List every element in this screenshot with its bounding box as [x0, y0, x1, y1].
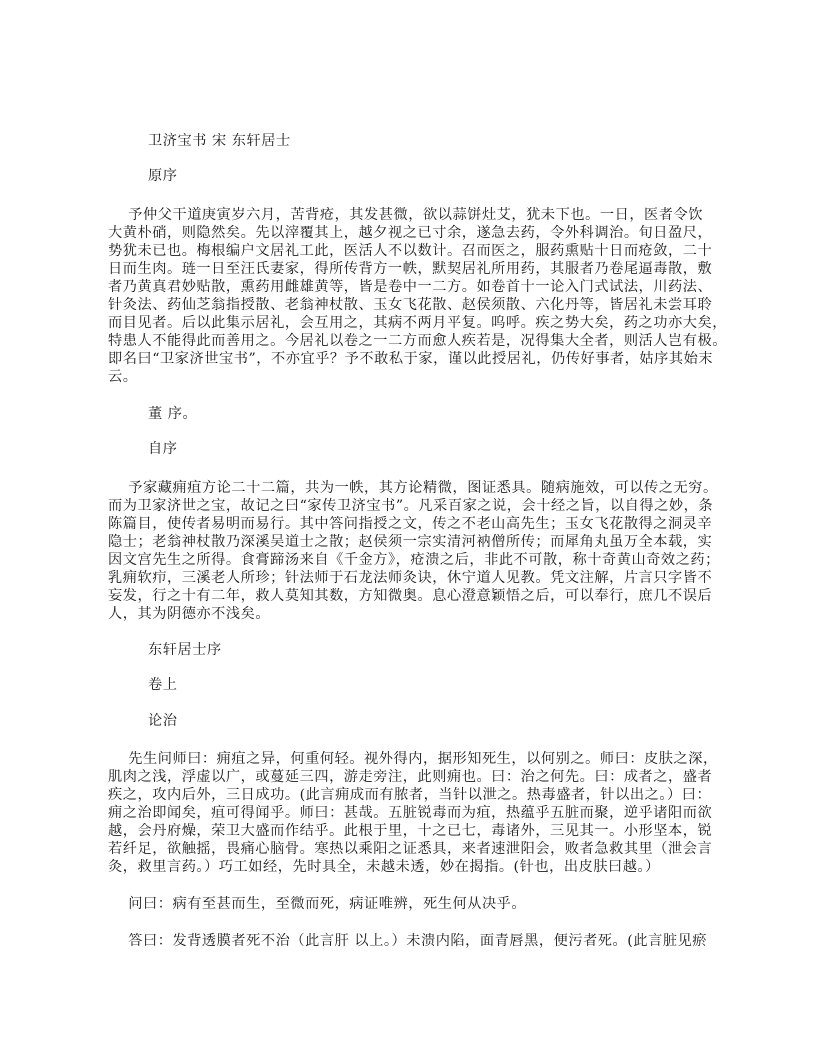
- discussion-line: 疾之，攻内后外，三日成功。(此言痈成而有脓者，当针以泄之。热毒盛者，针以出之。）曰：: [108, 787, 712, 803]
- self-preface-line: 予家藏痈疽方论二十二篇，共为一帙，其方论精微，图证悉具。随病施效，可以传之无穷。: [108, 480, 718, 496]
- self-preface-line: 人，其为阴德亦不浅矣。: [108, 606, 271, 622]
- section-heading: 论治: [148, 713, 178, 729]
- original-preface-line: 者乃黄真君妙贴散，熏药用雌雄黄等，皆是卷中一二方。如卷首十一论入门式试法，川药法、: [108, 279, 713, 295]
- original-preface-line: 予仲父干道庚寅岁六月，苦背疮，其发甚微，欲以蒜饼灶艾，犹未下也。一日，医者令饮: [108, 207, 704, 223]
- self-preface-line: 隐士；老翁神杖散乃深溪吴道士之散；赵侯须一宗实清河衲僧所传；而犀角丸虽万全本载，实: [108, 534, 713, 550]
- original-preface-line: 云。: [108, 369, 138, 385]
- self-preface-line: 因文宫先生之所得。食膏蹄汤来自《千金方》，疮溃之后，非此不可散，称十奇黄山奇效之药；: [108, 552, 720, 568]
- dong-preface-signature: 董 序。: [148, 406, 198, 422]
- discussion-line: 若纤足，欲触摇，畏痛心脑骨。寒热以乘阳之证悉具，来者速泄阳会，败者急救其里（泄会言: [108, 841, 713, 857]
- original-preface-line: 势犹未已也。梅根编户文居礼工此，医活人不以数计。召而医之，服药熏贴十日而疮敛，二十: [108, 243, 713, 259]
- self-preface-line: 乳痈软疖，三溪老人所珍；针法师于石龙法师灸诀，休宁道人见教。凭文注解，片言只字皆不: [108, 570, 713, 586]
- original-preface-line: 针灸法、药仙芝翁指授散、老翁神杖散、玉女飞花散、赵侯须散、六化丹等，皆居礼未尝耳聆: [108, 297, 713, 313]
- answer-paragraph: 答曰：发背透膜者死不治（此言肝 以上。）未溃内陷，面青唇黑，便污者死。(此言脏见瘀: [108, 933, 708, 949]
- original-preface-line: 大黄朴硝，则隐然矣。先以滓覆其上，越夕视之已寸余，遂急去药，令外科调治。旬日盈尺，: [108, 225, 713, 241]
- self-preface-heading: 自序: [148, 441, 178, 457]
- original-preface-heading: 原序: [148, 168, 178, 184]
- original-preface-line: 即名曰“卫家济世宝书”，不亦宜乎？予不敢私于家，谨以此授居礼，仍传好事者，姑序其始末: [108, 351, 714, 367]
- discussion-line: 痈之治即闻矣，疽可得闻乎。师曰：甚哉。五脏锐毒而为疽，热蕴乎五脏而聚，逆乎诸阳而欲: [108, 805, 713, 821]
- self-preface-line: 妄发，行之十有二年，救人莫知其数，方知微奥。息心澄意颖悟之后，可以奉行，庶几不误后: [108, 588, 713, 604]
- discussion-line: 先生问师曰：痈疽之异，何重何轻。视外得内，据形知死生，以何别之。师曰：皮肤之深，: [108, 751, 718, 767]
- original-preface-line: 日而生肉。琏一日至汪氏妻家，得所传背方一帙，默契居礼所用药，其服者乃卷尾逼毒散，敷: [108, 261, 713, 277]
- discussion-line: 灸，救里言药。）巧工如经，先时具全，未越未透，妙在揭指。(针也，出皮肤曰越。）: [108, 859, 660, 875]
- original-preface-line: 而目见者。后以此集示居礼，会互用之，其病不两月平复。呜呼。疾之势大矣，药之功亦大矣，: [108, 315, 727, 331]
- original-preface-line: 特患人不能得此而善用之。今居礼以卷之一二方而愈人疾若是，况得集大全者，则活人岂有极。: [108, 333, 727, 349]
- dongxuan-preface-signature: 东轩居士序: [148, 642, 222, 658]
- self-preface-line: 而为卫家济世之宝，故记之曰“家传卫济宝书”。凡采百家之说，会十经之旨，以自得之妙，条: [108, 498, 714, 514]
- question-paragraph: 问曰：病有至甚而生，至微而死，病证唯辨，死生何从决乎。: [108, 896, 527, 912]
- discussion-line: 肌肉之浅，浮虚以广，或蔓延三四，游走旁注，此则痈也。曰：治之何先。曰：成者之，盛者: [108, 769, 713, 785]
- self-preface-line: 陈篇目，使传者易明而易行。其中答问指授之文，传之不老山高先生；玉女飞花散得之洞灵辛: [108, 516, 713, 532]
- book-title-line: 卫济宝书 宋 东轩居士: [148, 133, 291, 149]
- discussion-line: 越，会丹府燥，荣卫大盛而作结乎。此根于里，十之已七，毒诸外，三见其一。小形坚本，锐: [108, 823, 713, 839]
- volume-heading: 卷上: [148, 677, 178, 693]
